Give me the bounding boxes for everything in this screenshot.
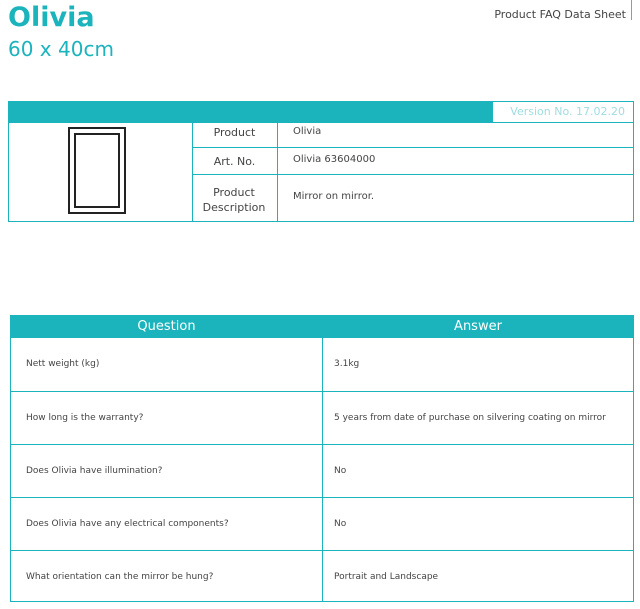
faq-header-question: Question <box>137 319 196 334</box>
info-value-description: Mirror on mirror. <box>293 191 375 202</box>
faq-row <box>11 338 633 391</box>
mirror-inner-frame <box>74 133 120 208</box>
faq-row <box>11 391 633 444</box>
faq-answer: No <box>334 466 347 476</box>
info-divider-2 <box>277 122 278 221</box>
faq-answer: No <box>334 519 347 529</box>
faq-table <box>10 315 634 602</box>
header-divider <box>631 0 632 20</box>
info-top-line <box>9 122 633 123</box>
faq-header <box>11 316 633 338</box>
faq-question: How long is the warranty? <box>26 413 144 423</box>
faq-answer: Portrait and Landscape <box>334 572 439 582</box>
product-info-table <box>8 101 634 222</box>
info-row-line-2 <box>192 174 633 175</box>
product-size: 60 x 40cm <box>8 37 114 61</box>
faq-question: Does Olivia have any electrical components? <box>26 519 229 529</box>
faq-header-answer: Answer <box>454 319 502 334</box>
faq-question: Nett weight (kg) <box>26 359 100 369</box>
info-header-bar <box>9 102 493 122</box>
faq-row <box>11 497 633 550</box>
info-value-art-no: Olivia 63604000 <box>293 154 376 165</box>
faq-row <box>11 550 633 603</box>
product-title: Olivia <box>8 2 95 33</box>
mirror-product-image <box>68 127 126 214</box>
version-number: Version No. 17.02.20 <box>510 105 625 118</box>
faq-question: What orientation can the mirror be hung? <box>26 572 214 582</box>
info-label-art-no: Art. No. <box>213 155 256 168</box>
faq-answer: 5 years from date of purchase on silvering coating on mirror <box>334 413 606 423</box>
info-label-product: Product <box>213 126 256 139</box>
info-row-line-1 <box>192 147 633 148</box>
faq-row <box>11 444 633 497</box>
faq-question: Does Olivia have illumination? <box>26 466 163 476</box>
document-type: Product FAQ Data Sheet <box>494 8 626 21</box>
info-label-description: Product Description <box>202 186 266 214</box>
info-value-product: Olivia <box>293 126 322 137</box>
faq-answer: 3.1kg <box>334 359 360 369</box>
